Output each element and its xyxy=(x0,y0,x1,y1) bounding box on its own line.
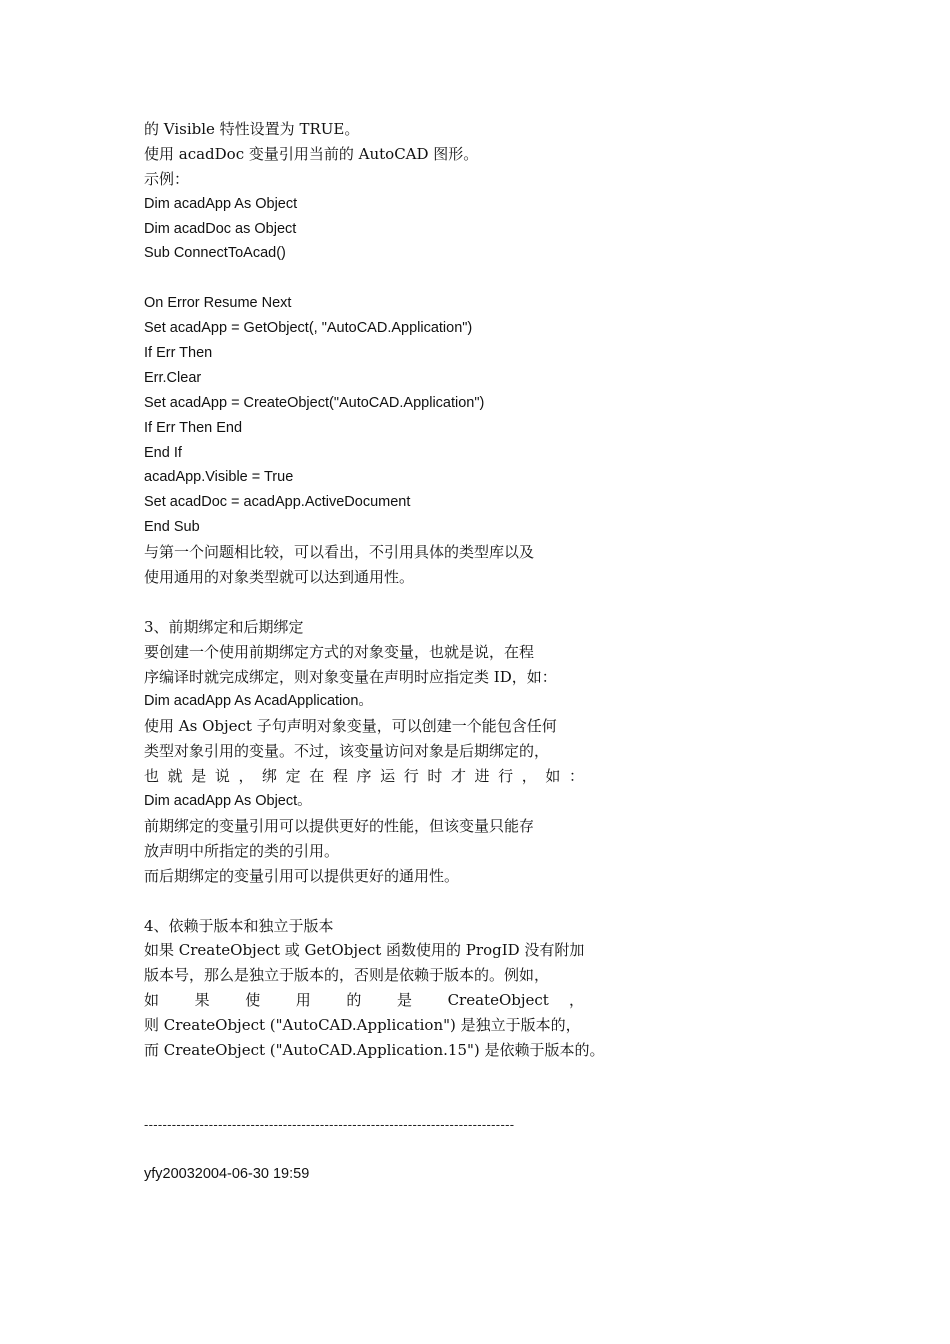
code-line: End If xyxy=(144,444,182,461)
text-line: 使用 As Object 子句声明对象变量，可以创建一个能包含任何 xyxy=(144,717,557,736)
blank-line xyxy=(144,266,584,291)
text-line: 而 CreateObject ("AutoCAD.Application.15") 是依赖于版本的。 xyxy=(144,1040,605,1059)
section-heading: 4、依赖于版本和独立于版本 xyxy=(144,916,334,935)
section-heading: 3、前期绑定和后期绑定 xyxy=(144,617,304,636)
text-line: 如果 CreateObject 或 GetObject 函数使用的 ProgID 没有附加 xyxy=(144,941,585,960)
code-line: On Error Resume Next xyxy=(144,295,292,312)
text-line: 也 就 是 说 ， 绑 定 在 程 序 运 行 时 才 进 行 ， 如 ： xyxy=(144,767,584,786)
code-line: Dim acadApp As Object。 xyxy=(144,793,312,810)
code-line: End Sub xyxy=(144,519,200,536)
blank-line xyxy=(144,889,584,914)
text-line: 示例： xyxy=(144,169,190,188)
code-line: Dim acadDoc as Object xyxy=(144,220,297,237)
code-line: If Err Then xyxy=(144,345,213,362)
text-line: 则 CreateObject ("AutoCAD.Application") 是独立于版本的， xyxy=(144,1016,581,1035)
code-line: Set acadApp = GetObject(, "AutoCAD.Application") xyxy=(144,320,473,337)
blank-line xyxy=(144,1088,584,1113)
code-line: If Err Then End xyxy=(144,419,243,436)
code-line: Dim acadApp As AcadApplication。 xyxy=(144,693,373,710)
post-author-timestamp: yfy20032004-06-30 19:59 xyxy=(144,1166,310,1183)
code-line: Err.Clear xyxy=(144,369,202,386)
text-line: 放声明中所指定的类的引用。 xyxy=(144,841,340,860)
text-line: 使用通用的对象类型就可以达到通用性。 xyxy=(144,568,415,587)
separator-line: -------------------------------------------------------------------------------- xyxy=(144,1116,515,1132)
text-line: 使用 acadDoc 变量引用当前的 AutoCAD 图形。 xyxy=(144,144,479,163)
text-line: 类型对象引用的变量。不过，该变量访问对象是后期绑定的， xyxy=(144,742,550,761)
blank-line xyxy=(144,1138,584,1163)
document-body xyxy=(144,117,605,1187)
code-line: acadApp.Visible = True xyxy=(144,469,294,486)
text-line: 版本号，那么是独立于版本的，否则是依赖于版本的。例如， xyxy=(144,966,550,985)
text-line: 前期绑定的变量引用可以提供更好的性能，但该变量只能存 xyxy=(144,816,535,835)
blank-line xyxy=(144,590,584,615)
code-line: Dim acadApp As Object xyxy=(144,195,298,212)
code-line: Sub ConnectToAcad() xyxy=(144,245,286,262)
text-line: 如 果 使 用 的 是 CreateObject ， xyxy=(144,991,584,1010)
text-line: 与第一个问题相比较，可以看出，不引用具体的类型库以及 xyxy=(144,543,535,562)
code-line: Set acadApp = CreateObject("AutoCAD.Application") xyxy=(144,394,485,411)
text-line: 要创建一个使用前期绑定方式的对象变量，也就是说，在程 xyxy=(144,642,535,661)
blank-line xyxy=(144,1063,584,1088)
text-line: 而后期绑定的变量引用可以提供更好的通用性。 xyxy=(144,866,460,885)
code-line: Set acadDoc = acadApp.ActiveDocument xyxy=(144,494,411,511)
text-line: 序编译时就完成绑定，则对象变量在声明时应指定类 ID，如： xyxy=(144,667,557,686)
text-line: 的 Visible 特性设置为 TRUE。 xyxy=(144,120,360,138)
